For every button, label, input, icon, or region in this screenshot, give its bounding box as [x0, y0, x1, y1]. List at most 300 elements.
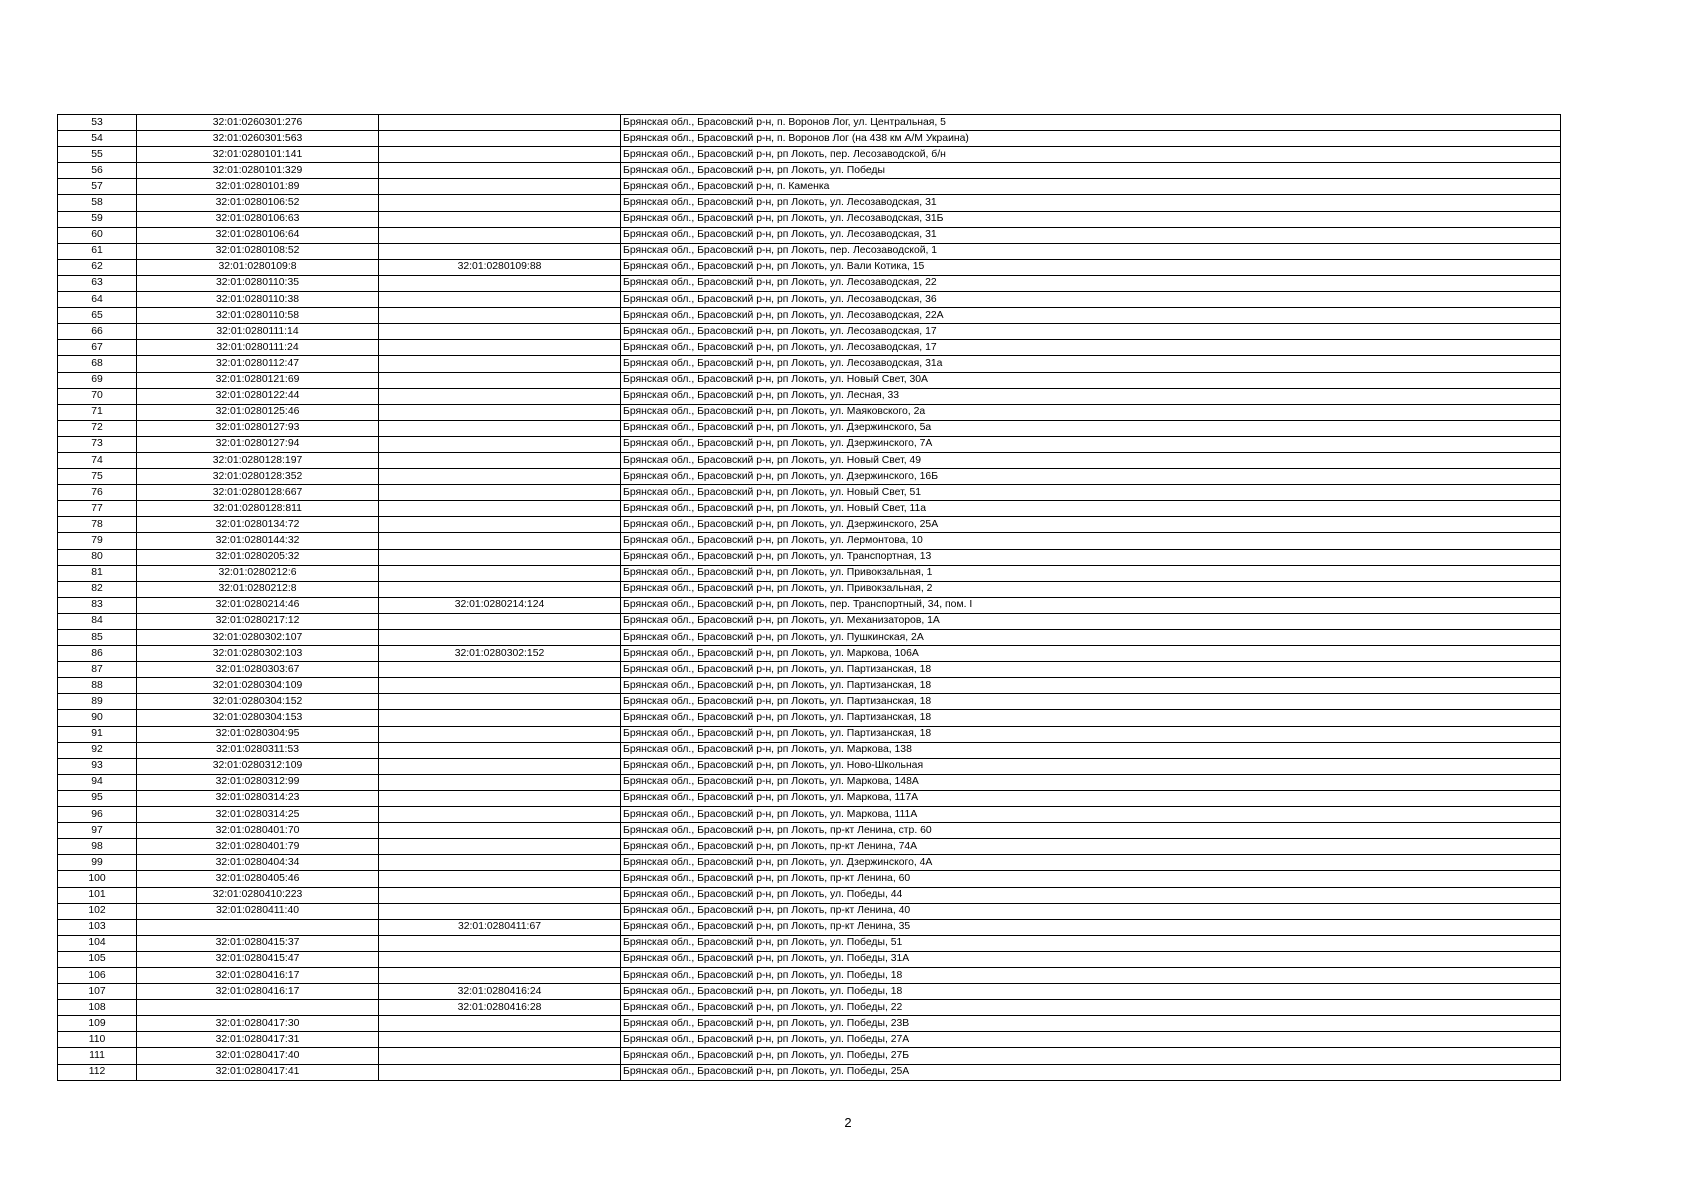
cadastral-number-cell: 32:01:0280303:67	[137, 662, 379, 678]
table-row	[58, 372, 1561, 388]
linked-cadastral-number-cell	[379, 694, 621, 710]
address-cell: Брянская обл., Брасовский р-н, рп Локоть, ул. Лесозаводская, 22А	[621, 308, 1561, 324]
address-cell: Брянская обл., Брасовский р-н, рп Локоть, ул. Маркова, 148А	[621, 774, 1561, 790]
cadastral-number-cell: 32:01:0280106:64	[137, 227, 379, 243]
row-number-cell: 112	[58, 1064, 137, 1080]
linked-cadastral-number-cell: 32:01:0280411:67	[379, 919, 621, 935]
table-row	[58, 726, 1561, 742]
table-row	[58, 211, 1561, 227]
table-row	[58, 1064, 1561, 1080]
table-row	[58, 774, 1561, 790]
row-number-cell: 101	[58, 887, 137, 903]
row-number-cell: 100	[58, 871, 137, 887]
row-number-cell: 75	[58, 469, 137, 485]
cadastral-number-cell: 32:01:0280217:12	[137, 613, 379, 629]
table-row	[58, 565, 1561, 581]
linked-cadastral-number-cell	[379, 774, 621, 790]
linked-cadastral-number-cell: 32:01:0280214:124	[379, 597, 621, 613]
linked-cadastral-number-cell	[379, 115, 621, 131]
linked-cadastral-number-cell	[379, 404, 621, 420]
cadastral-number-cell: 32:01:0280417:31	[137, 1032, 379, 1048]
cadastral-number-cell: 32:01:0280304:153	[137, 710, 379, 726]
table-row	[58, 308, 1561, 324]
cadastral-number-cell: 32:01:0280125:46	[137, 404, 379, 420]
cadastral-number-cell: 32:01:0280312:99	[137, 774, 379, 790]
linked-cadastral-number-cell: 32:01:0280416:24	[379, 984, 621, 1000]
linked-cadastral-number-cell	[379, 951, 621, 967]
address-cell: Брянская обл., Брасовский р-н, рп Локоть, ул. Победы, 51	[621, 935, 1561, 951]
table-row	[58, 485, 1561, 501]
address-cell: Брянская обл., Брасовский р-н, рп Локоть, ул. Партизанская, 18	[621, 662, 1561, 678]
table-row	[58, 227, 1561, 243]
linked-cadastral-number-cell	[379, 662, 621, 678]
cadastral-number-cell: 32:01:0280311:53	[137, 742, 379, 758]
table-row	[58, 919, 1561, 935]
table-row	[58, 710, 1561, 726]
cadastral-number-cell: 32:01:0280417:41	[137, 1064, 379, 1080]
cadastral-number-cell: 32:01:0280401:70	[137, 823, 379, 839]
row-number-cell: 81	[58, 565, 137, 581]
table-row	[58, 501, 1561, 517]
address-cell: Брянская обл., Брасовский р-н, рп Локоть, ул. Пушкинская, 2А	[621, 630, 1561, 646]
table-row	[58, 356, 1561, 372]
address-cell: Брянская обл., Брасовский р-н, рп Локоть, ул. Лесозаводская, 36	[621, 292, 1561, 308]
address-cell: Брянская обл., Брасовский р-н, рп Локоть, ул. Новый Свет, 49	[621, 452, 1561, 468]
address-cell: Брянская обл., Брасовский р-н, рп Локоть, ул. Победы, 27А	[621, 1032, 1561, 1048]
table-row	[58, 758, 1561, 774]
row-number-cell: 61	[58, 243, 137, 259]
table-row	[58, 1000, 1561, 1016]
address-cell: Брянская обл., Брасовский р-н, рп Локоть, ул. Победы, 27Б	[621, 1048, 1561, 1064]
linked-cadastral-number-cell	[379, 839, 621, 855]
page-number: 2	[844, 1115, 852, 1130]
cadastral-number-cell: 32:01:0280416:17	[137, 984, 379, 1000]
table-row	[58, 887, 1561, 903]
linked-cadastral-number-cell	[379, 533, 621, 549]
address-cell: Брянская обл., Брасовский р-н, рп Локоть, ул. Маяковского, 2а	[621, 404, 1561, 420]
row-number-cell: 73	[58, 436, 137, 452]
linked-cadastral-number-cell	[379, 485, 621, 501]
linked-cadastral-number-cell	[379, 292, 621, 308]
table-row	[58, 839, 1561, 855]
linked-cadastral-number-cell	[379, 356, 621, 372]
row-number-cell: 58	[58, 195, 137, 211]
address-cell: Брянская обл., Брасовский р-н, рп Локоть, ул. Лесозаводская, 17	[621, 340, 1561, 356]
cadastral-number-cell: 32:01:0280110:58	[137, 308, 379, 324]
linked-cadastral-number-cell	[379, 1016, 621, 1032]
cadastral-number-cell: 32:01:0280127:93	[137, 420, 379, 436]
row-number-cell: 83	[58, 597, 137, 613]
linked-cadastral-number-cell	[379, 871, 621, 887]
table-row	[58, 549, 1561, 565]
row-number-cell: 84	[58, 613, 137, 629]
linked-cadastral-number-cell: 32:01:0280109:88	[379, 259, 621, 275]
row-number-cell: 78	[58, 517, 137, 533]
table-row	[58, 420, 1561, 436]
linked-cadastral-number-cell	[379, 501, 621, 517]
address-cell: Брянская обл., Брасовский р-н, рп Локоть, ул. Вали Котика, 15	[621, 259, 1561, 275]
row-number-cell: 90	[58, 710, 137, 726]
table-row	[58, 807, 1561, 823]
address-cell: Брянская обл., Брасовский р-н, рп Локоть, ул. Дзержинского, 25А	[621, 517, 1561, 533]
address-cell: Брянская обл., Брасовский р-н, рп Локоть, ул. Дзержинского, 5а	[621, 420, 1561, 436]
table-row	[58, 147, 1561, 163]
table-row	[58, 790, 1561, 806]
row-number-cell: 91	[58, 726, 137, 742]
address-cell: Брянская обл., Брасовский р-н, рп Локоть, ул. Победы, 18	[621, 984, 1561, 1000]
address-cell: Брянская обл., Брасовский р-н, рп Локоть, ул. Привокзальная, 2	[621, 581, 1561, 597]
table-row	[58, 742, 1561, 758]
row-number-cell: 55	[58, 147, 137, 163]
table-row	[58, 469, 1561, 485]
address-cell: Брянская обл., Брасовский р-н, рп Локоть, пер. Лесозаводской, 1	[621, 243, 1561, 259]
address-cell: Брянская обл., Брасовский р-н, рп Локоть, ул. Победы, 31А	[621, 951, 1561, 967]
linked-cadastral-number-cell	[379, 807, 621, 823]
address-cell: Брянская обл., Брасовский р-н, рп Локоть, ул. Новый Свет, 51	[621, 485, 1561, 501]
table-row	[58, 662, 1561, 678]
cadastral-number-cell	[137, 919, 379, 935]
row-number-cell: 54	[58, 131, 137, 147]
linked-cadastral-number-cell	[379, 131, 621, 147]
linked-cadastral-number-cell	[379, 195, 621, 211]
cadastral-number-cell: 32:01:0280108:52	[137, 243, 379, 259]
linked-cadastral-number-cell	[379, 742, 621, 758]
cadastral-number-cell: 32:01:0280205:32	[137, 549, 379, 565]
cadastral-number-cell: 32:01:0280106:52	[137, 195, 379, 211]
address-cell: Брянская обл., Брасовский р-н, рп Локоть, ул. Новый Свет, 30А	[621, 372, 1561, 388]
table-row	[58, 646, 1561, 662]
linked-cadastral-number-cell	[379, 452, 621, 468]
row-number-cell: 99	[58, 855, 137, 871]
cadastral-number-cell: 32:01:0280121:69	[137, 372, 379, 388]
row-number-cell: 60	[58, 227, 137, 243]
table-row	[58, 855, 1561, 871]
row-number-cell: 102	[58, 903, 137, 919]
cadastral-number-cell: 32:01:0280128:811	[137, 501, 379, 517]
row-number-cell: 72	[58, 420, 137, 436]
cadastral-number-cell: 32:01:0280134:72	[137, 517, 379, 533]
row-number-cell: 68	[58, 356, 137, 372]
cadastral-number-cell: 32:01:0280128:667	[137, 485, 379, 501]
property-table-body	[58, 115, 1561, 1081]
linked-cadastral-number-cell	[379, 855, 621, 871]
table-row	[58, 275, 1561, 291]
row-number-cell: 88	[58, 678, 137, 694]
address-cell: Брянская обл., Брасовский р-н, рп Локоть, ул. Партизанская, 18	[621, 710, 1561, 726]
linked-cadastral-number-cell	[379, 147, 621, 163]
linked-cadastral-number-cell	[379, 340, 621, 356]
row-number-cell: 66	[58, 324, 137, 340]
address-cell: Брянская обл., Брасовский р-н, рп Локоть, ул. Дзержинского, 4А	[621, 855, 1561, 871]
cadastral-number-cell: 32:01:0280304:152	[137, 694, 379, 710]
table-row	[58, 1032, 1561, 1048]
row-number-cell: 63	[58, 275, 137, 291]
address-cell: Брянская обл., Брасовский р-н, рп Локоть, ул. Победы	[621, 163, 1561, 179]
address-cell: Брянская обл., Брасовский р-н, рп Локоть, ул. Лесозаводская, 31а	[621, 356, 1561, 372]
address-cell: Брянская обл., Брасовский р-н, рп Локоть, ул. Лесозаводская, 31	[621, 227, 1561, 243]
table-row	[58, 678, 1561, 694]
cadastral-number-cell: 32:01:0280110:35	[137, 275, 379, 291]
linked-cadastral-number-cell	[379, 324, 621, 340]
row-number-cell: 57	[58, 179, 137, 195]
cadastral-number-cell: 32:01:0280111:24	[137, 340, 379, 356]
cadastral-number-cell: 32:01:0280415:47	[137, 951, 379, 967]
table-row	[58, 903, 1561, 919]
table-row	[58, 115, 1561, 131]
linked-cadastral-number-cell: 32:01:0280416:28	[379, 1000, 621, 1016]
address-cell: Брянская обл., Брасовский р-н, п. Воронов Лог, ул. Центральная, 5	[621, 115, 1561, 131]
linked-cadastral-number-cell	[379, 243, 621, 259]
linked-cadastral-number-cell	[379, 903, 621, 919]
cadastral-number-cell: 32:01:0280415:37	[137, 935, 379, 951]
row-number-cell: 69	[58, 372, 137, 388]
table-row	[58, 694, 1561, 710]
linked-cadastral-number-cell	[379, 1064, 621, 1080]
address-cell: Брянская обл., Брасовский р-н, п. Каменка	[621, 179, 1561, 195]
cadastral-number-cell: 32:01:0280417:30	[137, 1016, 379, 1032]
table-row	[58, 597, 1561, 613]
row-number-cell: 77	[58, 501, 137, 517]
cadastral-number-cell: 32:01:0280101:89	[137, 179, 379, 195]
address-cell: Брянская обл., Брасовский р-н, рп Локоть, пер. Лесозаводской, б/н	[621, 147, 1561, 163]
table-row	[58, 630, 1561, 646]
linked-cadastral-number-cell	[379, 275, 621, 291]
table-row	[58, 533, 1561, 549]
row-number-cell: 111	[58, 1048, 137, 1064]
table-row	[58, 163, 1561, 179]
cadastral-number-cell: 32:01:0280212:6	[137, 565, 379, 581]
address-cell: Брянская обл., Брасовский р-н, рп Локоть, ул. Ново-Школьная	[621, 758, 1561, 774]
table-row	[58, 404, 1561, 420]
cadastral-number-cell: 32:01:0280144:32	[137, 533, 379, 549]
row-number-cell: 64	[58, 292, 137, 308]
table-row	[58, 967, 1561, 983]
table-row	[58, 195, 1561, 211]
table-row	[58, 1016, 1561, 1032]
row-number-cell: 94	[58, 774, 137, 790]
row-number-cell: 80	[58, 549, 137, 565]
address-cell: Брянская обл., Брасовский р-н, рп Локоть, ул. Партизанская, 18	[621, 678, 1561, 694]
address-cell: Брянская обл., Брасовский р-н, рп Локоть, ул. Партизанская, 18	[621, 726, 1561, 742]
cadastral-number-cell: 32:01:0280106:63	[137, 211, 379, 227]
address-cell: Брянская обл., Брасовский р-н, рп Локоть, ул. Маркова, 138	[621, 742, 1561, 758]
address-cell: Брянская обл., Брасовский р-н, рп Локоть, пр-кт Ленина, 35	[621, 919, 1561, 935]
linked-cadastral-number-cell	[379, 565, 621, 581]
address-cell: Брянская обл., Брасовский р-н, п. Воронов Лог (на 438 км А/М Украина)	[621, 131, 1561, 147]
address-cell: Брянская обл., Брасовский р-н, рп Локоть, ул. Дзержинского, 7А	[621, 436, 1561, 452]
address-cell: Брянская обл., Брасовский р-н, рп Локоть, пр-кт Ленина, стр. 60	[621, 823, 1561, 839]
address-cell: Брянская обл., Брасовский р-н, рп Локоть, ул. Победы, 44	[621, 887, 1561, 903]
row-number-cell: 105	[58, 951, 137, 967]
row-number-cell: 107	[58, 984, 137, 1000]
linked-cadastral-number-cell	[379, 163, 621, 179]
row-number-cell: 92	[58, 742, 137, 758]
cadastral-number-cell: 32:01:0280405:46	[137, 871, 379, 887]
table-row	[58, 984, 1561, 1000]
table-row	[58, 517, 1561, 533]
linked-cadastral-number-cell	[379, 678, 621, 694]
cadastral-number-cell: 32:01:0280417:40	[137, 1048, 379, 1064]
row-number-cell: 70	[58, 388, 137, 404]
cadastral-number-cell: 32:01:0280404:34	[137, 855, 379, 871]
address-cell: Брянская обл., Брасовский р-н, рп Локоть, пр-кт Ленина, 74А	[621, 839, 1561, 855]
cadastral-number-cell	[137, 1000, 379, 1016]
address-cell: Брянская обл., Брасовский р-н, рп Локоть, ул. Маркова, 106А	[621, 646, 1561, 662]
address-cell: Брянская обл., Брасовский р-н, рп Локоть, пр-кт Ленина, 60	[621, 871, 1561, 887]
linked-cadastral-number-cell	[379, 1048, 621, 1064]
table-row	[58, 179, 1561, 195]
address-cell: Брянская обл., Брасовский р-н, рп Локоть, ул. Маркова, 117А	[621, 790, 1561, 806]
cadastral-number-cell: 32:01:0280128:352	[137, 469, 379, 485]
address-cell: Брянская обл., Брасовский р-н, рп Локоть, ул. Партизанская, 18	[621, 694, 1561, 710]
cadastral-number-cell: 32:01:0280122:44	[137, 388, 379, 404]
row-number-cell: 106	[58, 967, 137, 983]
row-number-cell: 74	[58, 452, 137, 468]
linked-cadastral-number-cell	[379, 549, 621, 565]
linked-cadastral-number-cell	[379, 420, 621, 436]
row-number-cell: 96	[58, 807, 137, 823]
linked-cadastral-number-cell	[379, 790, 621, 806]
linked-cadastral-number-cell	[379, 758, 621, 774]
cadastral-number-cell: 32:01:0280312:109	[137, 758, 379, 774]
table-row	[58, 340, 1561, 356]
linked-cadastral-number-cell	[379, 517, 621, 533]
row-number-cell: 87	[58, 662, 137, 678]
table-row	[58, 935, 1561, 951]
address-cell: Брянская обл., Брасовский р-н, рп Локоть, ул. Победы, 25А	[621, 1064, 1561, 1080]
linked-cadastral-number-cell	[379, 887, 621, 903]
address-cell: Брянская обл., Брасовский р-н, рп Локоть, ул. Дзержинского, 16Б	[621, 469, 1561, 485]
row-number-cell: 79	[58, 533, 137, 549]
linked-cadastral-number-cell	[379, 179, 621, 195]
linked-cadastral-number-cell	[379, 227, 621, 243]
row-number-cell: 110	[58, 1032, 137, 1048]
table-row	[58, 613, 1561, 629]
table-row	[58, 259, 1561, 275]
linked-cadastral-number-cell	[379, 469, 621, 485]
property-table	[57, 114, 1561, 1081]
table-row	[58, 871, 1561, 887]
linked-cadastral-number-cell	[379, 211, 621, 227]
table-row	[58, 131, 1561, 147]
table-row	[58, 292, 1561, 308]
address-cell: Брянская обл., Брасовский р-н, рп Локоть, ул. Лесозаводская, 17	[621, 324, 1561, 340]
row-number-cell: 62	[58, 259, 137, 275]
cadastral-number-cell: 32:01:0280304:109	[137, 678, 379, 694]
linked-cadastral-number-cell	[379, 372, 621, 388]
table-row	[58, 388, 1561, 404]
cadastral-number-cell: 32:01:0280314:25	[137, 807, 379, 823]
linked-cadastral-number-cell	[379, 308, 621, 324]
table-row	[58, 1048, 1561, 1064]
row-number-cell: 98	[58, 839, 137, 855]
linked-cadastral-number-cell	[379, 581, 621, 597]
linked-cadastral-number-cell	[379, 1032, 621, 1048]
cadastral-number-cell: 32:01:0280111:14	[137, 324, 379, 340]
linked-cadastral-number-cell	[379, 436, 621, 452]
row-number-cell: 65	[58, 308, 137, 324]
address-cell: Брянская обл., Брасовский р-н, рп Локоть, ул. Лесозаводская, 22	[621, 275, 1561, 291]
linked-cadastral-number-cell	[379, 710, 621, 726]
address-cell: Брянская обл., Брасовский р-н, рп Локоть, ул. Транспортная, 13	[621, 549, 1561, 565]
table-row	[58, 581, 1561, 597]
cadastral-number-cell: 32:01:0280302:107	[137, 630, 379, 646]
cadastral-number-cell: 32:01:0280416:17	[137, 967, 379, 983]
table-row	[58, 951, 1561, 967]
row-number-cell: 103	[58, 919, 137, 935]
linked-cadastral-number-cell	[379, 967, 621, 983]
row-number-cell: 82	[58, 581, 137, 597]
cadastral-number-cell: 32:01:0280314:23	[137, 790, 379, 806]
row-number-cell: 76	[58, 485, 137, 501]
linked-cadastral-number-cell	[379, 388, 621, 404]
cadastral-number-cell: 32:01:0280101:141	[137, 147, 379, 163]
linked-cadastral-number-cell	[379, 613, 621, 629]
cadastral-number-cell: 32:01:0280110:38	[137, 292, 379, 308]
cadastral-number-cell: 32:01:0280128:197	[137, 452, 379, 468]
address-cell: Брянская обл., Брасовский р-н, рп Локоть, ул. Победы, 23В	[621, 1016, 1561, 1032]
row-number-cell: 108	[58, 1000, 137, 1016]
address-cell: Брянская обл., Брасовский р-н, рп Локоть, ул. Привокзальная, 1	[621, 565, 1561, 581]
row-number-cell: 97	[58, 823, 137, 839]
address-cell: Брянская обл., Брасовский р-н, рп Локоть, ул. Победы, 18	[621, 967, 1561, 983]
address-cell: Брянская обл., Брасовский р-н, рп Локоть, ул. Лесозаводская, 31Б	[621, 211, 1561, 227]
row-number-cell: 71	[58, 404, 137, 420]
cadastral-number-cell: 32:01:0280127:94	[137, 436, 379, 452]
address-cell: Брянская обл., Брасовский р-н, рп Локоть, пер. Транспортный, 34, пом. I	[621, 597, 1561, 613]
linked-cadastral-number-cell	[379, 823, 621, 839]
table-row	[58, 823, 1561, 839]
cadastral-number-cell: 32:01:0280101:329	[137, 163, 379, 179]
row-number-cell: 67	[58, 340, 137, 356]
table-row	[58, 243, 1561, 259]
row-number-cell: 109	[58, 1016, 137, 1032]
row-number-cell: 104	[58, 935, 137, 951]
address-cell: Брянская обл., Брасовский р-н, рп Локоть, ул. Новый Свет, 11а	[621, 501, 1561, 517]
row-number-cell: 89	[58, 694, 137, 710]
cadastral-number-cell: 32:01:0280410:223	[137, 887, 379, 903]
cadastral-number-cell: 32:01:0280304:95	[137, 726, 379, 742]
cadastral-number-cell: 32:01:0280109:8	[137, 259, 379, 275]
table-row	[58, 436, 1561, 452]
row-number-cell: 56	[58, 163, 137, 179]
address-cell: Брянская обл., Брасовский р-н, рп Локоть, пр-кт Ленина, 40	[621, 903, 1561, 919]
cadastral-number-cell: 32:01:0280214:46	[137, 597, 379, 613]
table-row	[58, 452, 1561, 468]
row-number-cell: 85	[58, 630, 137, 646]
address-cell: Брянская обл., Брасовский р-н, рп Локоть, ул. Лесная, 33	[621, 388, 1561, 404]
cadastral-number-cell: 32:01:0260301:563	[137, 131, 379, 147]
cadastral-number-cell: 32:01:0280302:103	[137, 646, 379, 662]
table-row	[58, 324, 1561, 340]
address-cell: Брянская обл., Брасовский р-н, рп Локоть, ул. Маркова, 111А	[621, 807, 1561, 823]
linked-cadastral-number-cell	[379, 630, 621, 646]
cadastral-number-cell: 32:01:0280401:79	[137, 839, 379, 855]
address-cell: Брянская обл., Брасовский р-н, рп Локоть, ул. Механизаторов, 1А	[621, 613, 1561, 629]
cadastral-number-cell: 32:01:0280411:40	[137, 903, 379, 919]
address-cell: Брянская обл., Брасовский р-н, рп Локоть, ул. Лермонтова, 10	[621, 533, 1561, 549]
row-number-cell: 93	[58, 758, 137, 774]
row-number-cell: 86	[58, 646, 137, 662]
linked-cadastral-number-cell	[379, 935, 621, 951]
row-number-cell: 95	[58, 790, 137, 806]
linked-cadastral-number-cell	[379, 726, 621, 742]
cadastral-number-cell: 32:01:0260301:276	[137, 115, 379, 131]
address-cell: Брянская обл., Брасовский р-н, рп Локоть, ул. Лесозаводская, 31	[621, 195, 1561, 211]
row-number-cell: 53	[58, 115, 137, 131]
address-cell: Брянская обл., Брасовский р-н, рп Локоть, ул. Победы, 22	[621, 1000, 1561, 1016]
linked-cadastral-number-cell: 32:01:0280302:152	[379, 646, 621, 662]
